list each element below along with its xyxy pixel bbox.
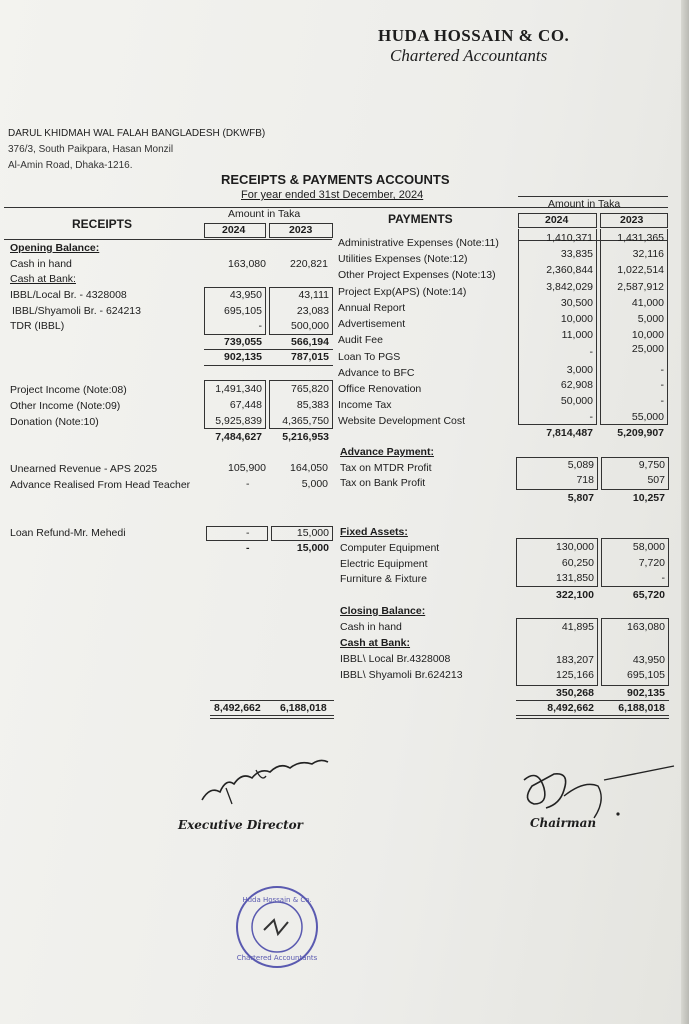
payment-label-3: Project Exp(APS) (Note:14) xyxy=(338,286,467,298)
cash-at-bank-label: Cash at Bank: xyxy=(10,273,76,285)
payment-2024-6: 11,000 xyxy=(561,329,593,341)
payment-label-4: Annual Report xyxy=(338,302,406,314)
receipts-grand-total-rule-2 xyxy=(210,718,334,719)
electric-2023: 7,720 xyxy=(638,557,665,569)
executive-director-sign-text xyxy=(196,748,197,749)
org-name: DARUL KHIDMAH WAL FALAH BANGLADESH (DKWFB) xyxy=(8,128,266,139)
cash-in-hand-label: Cash in hand xyxy=(10,258,72,270)
payment-2023-9: - xyxy=(660,379,664,391)
donation-label: Donation (Note:10) xyxy=(10,416,99,428)
payment-2023-6: 10,000 xyxy=(631,329,664,341)
loan-refund-label: Loan Refund-Mr. Mehedi xyxy=(10,527,126,539)
receipts-grand-total-2024: 8,492,662 xyxy=(214,702,261,714)
payment-2024-7: - xyxy=(589,346,593,358)
tax-mtdr-label: Tax on MTDR Profit xyxy=(340,462,432,474)
other-income-label: Other Income (Note:09) xyxy=(10,400,121,412)
payment-2023-4: 41,000 xyxy=(631,297,664,309)
payments-header: PAYMENTS xyxy=(388,212,453,226)
project-income-2024: 1,491,340 xyxy=(215,383,262,395)
payment-label-0: Administrative Expenses (Note:11) xyxy=(338,237,499,249)
advance-realised-label: Advance Realised From Head Teacher xyxy=(10,479,191,491)
payment-label-5: Advertisement xyxy=(338,318,406,330)
expense-total-2023: 5,209,907 xyxy=(617,427,664,439)
computer-label: Computer Equipment xyxy=(340,542,440,554)
payment-2024-11: - xyxy=(589,411,593,423)
project-income-2023: 765,820 xyxy=(291,383,329,395)
payment-label-8: Advance to BFC xyxy=(338,367,415,379)
tdr-2023: 500,000 xyxy=(291,320,329,332)
chairman-title: Chairman xyxy=(530,816,597,830)
tax-bank-2024: 718 xyxy=(576,474,594,486)
chairman-sign-text xyxy=(530,760,531,761)
advance-realised-2023: 5,000 xyxy=(301,478,328,490)
closing-cash-2024: 41,895 xyxy=(561,621,594,633)
statement-period: For year ended 31st December, 2024 xyxy=(241,189,424,201)
receipts-grand-total-2023: 6,188,018 xyxy=(280,702,327,714)
payment-2023-10: - xyxy=(660,395,664,407)
other-income-2023: 85,383 xyxy=(296,399,329,411)
executive-director-title: Executive Director xyxy=(178,818,303,832)
loan-total-2024: - xyxy=(246,542,250,554)
payment-2023-7: 25,000 xyxy=(631,343,664,355)
tax-mtdr-2024: 5,089 xyxy=(567,459,594,471)
closing-bank-label: Cash at Bank: xyxy=(340,637,411,649)
tdr-2024: - xyxy=(258,320,262,332)
fixed-assets-label: Fixed Assets: xyxy=(340,526,408,538)
closing-local-label: IBBL\ Local Br.4328008 xyxy=(340,653,451,665)
closing-shyamoli-2023: 695,105 xyxy=(627,669,665,681)
advance-total-2023: 10,257 xyxy=(632,492,665,504)
payment-2024-8: 3,000 xyxy=(566,364,593,376)
donation-2024: 5,925,839 xyxy=(215,415,262,427)
electric-2024: 60,250 xyxy=(561,557,594,569)
payment-2024-1: 33,835 xyxy=(560,248,593,260)
tax-bank-label: Tax on Bank Profit xyxy=(340,477,426,489)
project-income-label: Project Income (Note:08) xyxy=(10,384,127,396)
ibbl-shyamoli-2023: 23,083 xyxy=(296,305,329,317)
payment-label-7: Loan To PGS xyxy=(338,351,401,363)
payment-label-10: Income Tax xyxy=(338,399,392,411)
ibbl-local-2023: 43,111 xyxy=(298,289,329,301)
furniture-label: Furniture & Fixture xyxy=(340,573,427,585)
payments-grand-total-rule-2 xyxy=(516,718,669,719)
payment-2024-0: 1,410,371 xyxy=(546,232,593,244)
donation-2023: 4,365,750 xyxy=(282,415,329,427)
firm-name: HUDA HOSSAIN & CO. xyxy=(378,26,570,45)
advance-realised-2024: - xyxy=(246,478,250,490)
payment-label-2: Other Project Expenses (Note:13) xyxy=(338,269,496,281)
fixed-total-2023: 65,720 xyxy=(632,589,665,601)
opening-total-rule xyxy=(204,365,333,366)
payments-amount-label: Amount in Taka xyxy=(548,198,621,210)
tdr-label: TDR (IBBL) xyxy=(10,320,65,332)
payment-2023-3: 2,587,912 xyxy=(617,281,664,293)
payment-2023-8: - xyxy=(660,364,664,376)
payment-2024-3: 3,842,029 xyxy=(546,281,593,293)
tax-bank-2023: 507 xyxy=(647,474,665,486)
closing-shyamoli-2024: 125,166 xyxy=(556,669,594,681)
expense-total-2024: 7,814,487 xyxy=(546,427,593,439)
ibbl-local-label: IBBL/Local Br. - 4328008 xyxy=(10,289,127,301)
org-address-1: 376/3, South Paikpara, Hasan Monzil xyxy=(8,144,174,155)
closing-total-2023: 902,135 xyxy=(627,687,665,699)
ibbl-shyamoli-label: IBBL/Shyamoli Br. - 624213 xyxy=(12,305,141,317)
payment-2023-5: 5,000 xyxy=(637,313,664,325)
unearned-2023: 164,050 xyxy=(290,462,328,474)
loan-refund-2023: 15,000 xyxy=(296,527,329,539)
tax-mtdr-2023: 9,750 xyxy=(638,459,665,471)
payments-year-2024: 2024 xyxy=(545,214,569,226)
page-edge xyxy=(681,0,689,1024)
firm-subtitle: Chartered Accountants xyxy=(390,46,548,65)
chairman-signature-icon xyxy=(514,760,684,824)
electric-label: Electric Equipment xyxy=(340,558,428,570)
firm-seal-stamp-icon xyxy=(234,884,320,970)
executive-director-signature-icon xyxy=(196,748,336,808)
opening-balance-label: Opening Balance: xyxy=(10,242,100,254)
receipts-amount-label: Amount in Taka xyxy=(228,208,301,220)
computer-2023: 58,000 xyxy=(632,541,665,553)
computer-2024: 130,000 xyxy=(556,541,594,553)
payment-label-9: Office Renovation xyxy=(338,383,422,395)
furniture-2024: 131,850 xyxy=(556,572,594,584)
header-bottom-rule-left xyxy=(4,239,332,240)
payment-label-1: Utilities Expenses (Note:12) xyxy=(338,253,468,265)
closing-shyamoli-label: IBBL\ Shyamoli Br.624213 xyxy=(340,669,463,681)
income-total-2023: 5,216,953 xyxy=(282,431,329,443)
cash-in-hand-2023: 220,821 xyxy=(290,258,328,270)
receipts-header: RECEIPTS xyxy=(72,217,133,231)
cash-in-hand-2024: 163,080 xyxy=(228,258,266,270)
income-total-2024: 7,484,627 xyxy=(215,431,262,443)
bank-subtotal-2023: 566,194 xyxy=(291,336,329,348)
payments-year-2023: 2023 xyxy=(620,214,644,226)
receipts-grand-total-rule-1 xyxy=(210,715,334,716)
bank-subtotal-2024: 739,055 xyxy=(224,336,262,348)
payment-2024-5: 10,000 xyxy=(560,313,593,325)
payment-label-6: Audit Fee xyxy=(338,334,383,346)
payment-label-11: Website Development Cost xyxy=(338,415,466,427)
org-address-2: Al-Amin Road, Dhaka-1216. xyxy=(8,160,133,171)
fixed-total-2024: 322,100 xyxy=(556,589,594,601)
statement-title: RECEIPTS & PAYMENTS ACCOUNTS xyxy=(221,172,450,187)
payment-2023-0: 1,431,365 xyxy=(617,232,664,244)
payment-2023-11: 55,000 xyxy=(631,411,664,423)
payment-2024-9: 62,908 xyxy=(560,379,593,391)
subtotal-rule xyxy=(204,349,333,350)
receipts-year-2024: 2024 xyxy=(222,224,246,236)
loan-total-2023: 15,000 xyxy=(296,542,329,554)
svg-text:Huda Hossain & Co.: Huda Hossain & Co. xyxy=(242,896,312,904)
loan-refund-2024: - xyxy=(246,527,250,539)
payments-grand-total-2024: 8,492,662 xyxy=(547,702,594,714)
unearned-label: Unearned Revenue - APS 2025 xyxy=(10,463,158,475)
payments-grand-total-2023: 6,188,018 xyxy=(618,702,665,714)
payment-2023-1: 32,116 xyxy=(632,248,664,260)
payment-2024-4: 30,500 xyxy=(560,297,593,309)
payments-grand-total-rule-1 xyxy=(516,715,669,716)
advance-payment-label: Advance Payment: xyxy=(340,446,434,458)
advance-total-2024: 5,807 xyxy=(567,492,594,504)
payments-grand-total-top-rule xyxy=(516,700,669,701)
closing-cash-2023: 163,080 xyxy=(627,621,665,633)
payments-amount-top-rule xyxy=(518,196,668,197)
unearned-2024: 105,900 xyxy=(228,462,266,474)
opening-total-2023: 787,015 xyxy=(291,351,329,363)
loan-2024-box xyxy=(206,526,268,541)
opening-total-2024: 902,135 xyxy=(224,351,262,363)
closing-total-2024: 350,268 xyxy=(556,687,594,699)
payment-2023-2: 1,022,514 xyxy=(617,264,664,276)
other-income-2024: 67,448 xyxy=(229,399,262,411)
furniture-2023: - xyxy=(661,572,665,584)
ibbl-shyamoli-2024: 695,105 xyxy=(224,305,262,317)
closing-local-2023: 43,950 xyxy=(632,654,665,666)
ibbl-local-2024: 43,950 xyxy=(229,289,262,301)
receipts-year-2023: 2023 xyxy=(289,224,313,236)
svg-text:Chartered Accountants: Chartered Accountants xyxy=(236,954,318,962)
receipts-grand-total-top-rule xyxy=(210,700,334,701)
payment-2024-10: 50,000 xyxy=(560,395,593,407)
payment-2024-2: 2,360,844 xyxy=(546,264,593,276)
closing-local-2024: 183,207 xyxy=(556,654,594,666)
closing-balance-label: Closing Balance: xyxy=(340,605,426,617)
closing-cash-label: Cash in hand xyxy=(340,621,402,633)
